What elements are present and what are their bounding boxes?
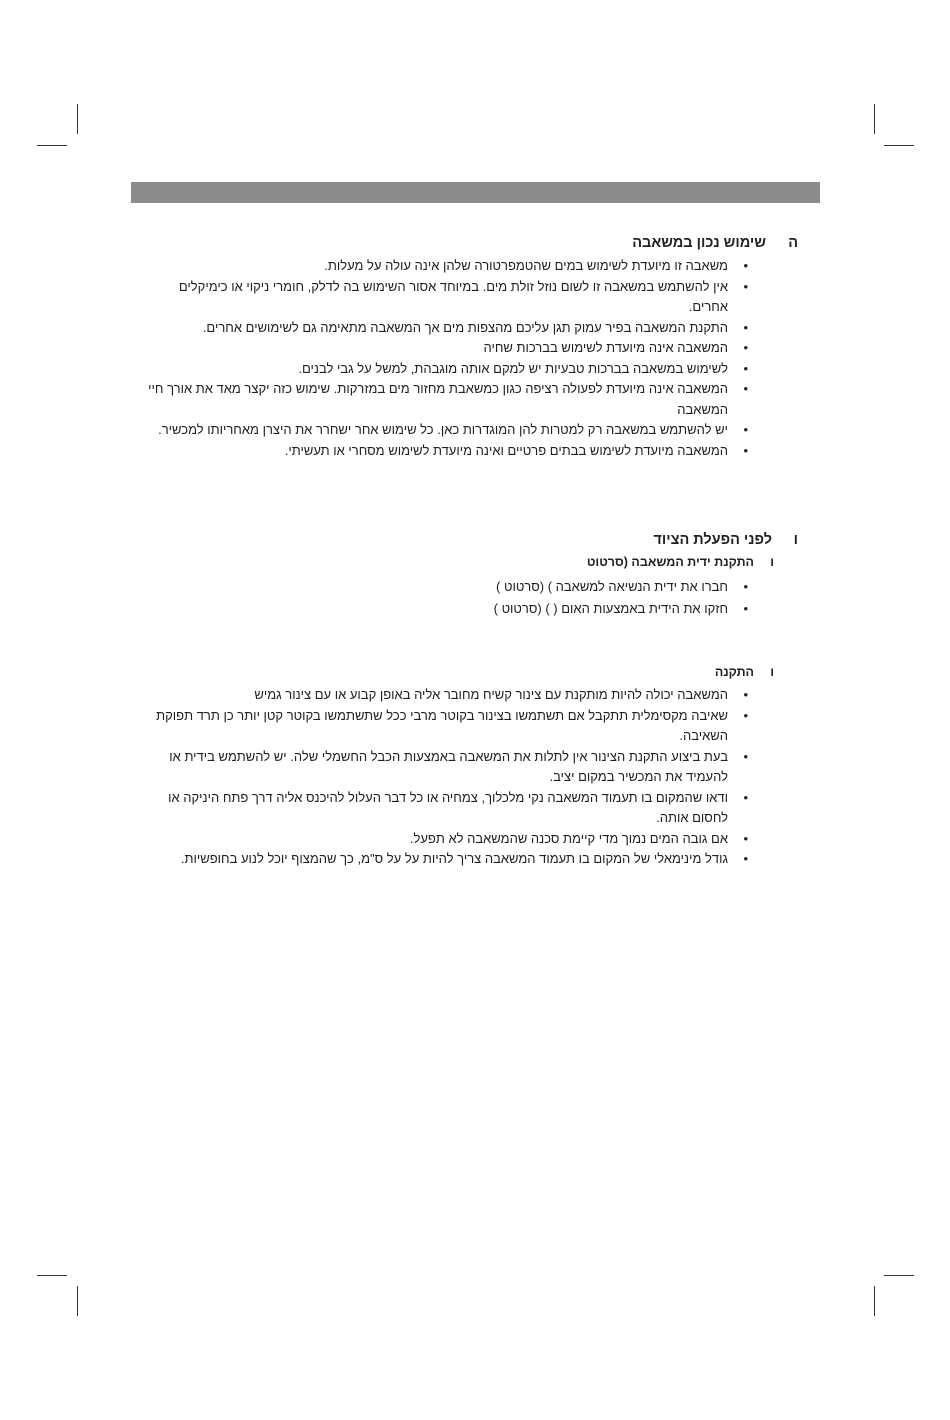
section-proper-use: [148, 234, 798, 461]
list-item: [148, 256, 748, 277]
section-number: ה: [788, 235, 798, 251]
subsection-title: התקנת ידית המשאבה (סרטוט: [586, 555, 754, 569]
subsection-heading-installation: [148, 664, 774, 680]
bullet-icon: •: [743, 830, 748, 846]
list-item: [148, 420, 748, 441]
bullet-icon: •: [743, 258, 748, 273]
bullet-list: [148, 576, 748, 620]
list-item: [148, 706, 748, 747]
crop-mark-bottom-left-vertical: [77, 1286, 78, 1316]
bullet-icon: •: [743, 579, 748, 594]
list-item: [148, 829, 748, 850]
subsection-heading-handle: [148, 554, 774, 570]
crop-mark-top-left-horizontal: [37, 145, 67, 146]
section-number: ו: [793, 532, 798, 548]
list-item: [148, 849, 748, 870]
list-item-text: בעת ביצוע התקנת הצינור אין לתלות את המשאבה באמצעות הכבל החשמלי שלה. יש להשתמש בידית או להעמיד את המכשיר במקום יציב.: [169, 748, 728, 784]
section-before-operation: [148, 531, 798, 870]
list-item-text: המשאבה אינה מיועדת לשימוש בברכות שחיה: [483, 340, 728, 355]
list-item-text: המשאבה יכולה להיות מותקנת עם צינור קשיח מחובר אליה באופן קבוע או עם צינור גמיש: [254, 687, 728, 702]
list-item-text: חזקו את הידית באמצעות האום ( ) (סרטוט ): [493, 601, 728, 616]
crop-mark-top-right-horizontal: [884, 145, 914, 146]
bullet-icon: •: [743, 789, 748, 805]
bullet-icon: •: [743, 707, 748, 723]
list-item-text: לשימוש במשאבה בברכות טבעיות יש למקם אותה מוגבהת, למשל על גבי לבנים.: [298, 360, 728, 376]
bullet-icon: •: [743, 687, 748, 702]
list-item: [148, 788, 748, 829]
bullet-icon: •: [743, 381, 748, 396]
crop-mark-top-right-vertical: [874, 104, 875, 134]
list-item: [148, 379, 748, 420]
bullet-icon: •: [743, 360, 748, 376]
section-heading: [148, 531, 798, 549]
list-item-text: יש להשתמש במשאבה רק למטרות להן המוגדרות כאן. כל שימוש אחר ישחרר את היצרן מאחריותו למכשיר.: [158, 422, 728, 437]
list-item: [148, 359, 748, 380]
list-item-text: המשאבה מיועדת לשימוש בבתים פרטיים ואינה מיועדת לשימוש מסחרי או תעשיתי.: [284, 442, 728, 458]
list-item: [148, 685, 748, 706]
list-item-text: אין להשתמש במשאבה זו לשום נוזל זולת מים. במיוחד אסור השימוש בה לדלק, חומרי ניקוי או כימיקלים אחרים.: [178, 278, 728, 314]
subsection-number: ו: [770, 665, 774, 679]
list-item: [148, 598, 748, 620]
section-title: לפני הפעלת הציוד: [653, 532, 772, 548]
list-item-text: גודל מינימאלי של המקום בו תעמוד המשאבה צריך להיות על על ס"מ, כך שהמצוף יוכל לנוע בחופשיות.: [180, 851, 728, 866]
subsection-number: ו: [770, 555, 774, 569]
crop-mark-bottom-right-horizontal: [884, 1275, 914, 1276]
bullet-list: [148, 256, 748, 461]
section-title: שימוש נכון במשאבה: [632, 235, 766, 251]
bullet-icon: •: [743, 422, 748, 437]
bullet-icon: •: [743, 601, 748, 616]
list-item-text: התקנת המשאבה בפיר עמוק תגן עליכם מהצפות מים אך המשאבה מתאימה גם לשימושים אחרים.: [202, 319, 728, 335]
list-item-text: ודאו שהמקום בו תעמוד המשאבה נקי מלכלוך, צמחיה או כל דבר העלול להיכנס אליה דרך פתח היניקה או לחסום אותה.: [168, 789, 728, 825]
list-item-text: שאיבה מקסימלית תתקבל אם תשתמשו בצינור בקוטר מרבי ככל שתשתמשו בקוטר קטן יותר כן תרד תפוקת השאיבה.: [156, 707, 728, 743]
list-item-text: המשאבה אינה מיועדת לפעולה רציפה כגון כמשאבת מחזור מים במזרקות. שימוש כזה יקצר מאד את אורך חיי המשאבה: [148, 381, 728, 417]
list-item-text: אם גובה המים נמוך מדי קיימת סכנה שהמשאבה לא תפעל.: [409, 830, 728, 846]
section-heading: [148, 234, 798, 252]
list-item: [148, 576, 748, 598]
subsection-title: התקנה: [714, 665, 754, 679]
list-item: [148, 441, 748, 462]
list-item: [148, 747, 748, 788]
crop-mark-top-left-vertical: [77, 104, 78, 134]
bullet-icon: •: [743, 319, 748, 335]
list-item: [148, 277, 748, 318]
header-bar: [131, 182, 820, 203]
bullet-list: [148, 685, 748, 870]
bullet-icon: •: [743, 748, 748, 764]
list-item: [148, 318, 748, 339]
bullet-icon: •: [743, 442, 748, 458]
list-item: [148, 338, 748, 359]
crop-mark-bottom-left-horizontal: [37, 1275, 67, 1276]
list-item-text: משאבה זו מיועדת לשימוש במים שהטמפרטורה שלהן אינה עולה על מעלות.: [324, 258, 728, 273]
bullet-icon: •: [743, 851, 748, 866]
bullet-icon: •: [743, 340, 748, 355]
crop-mark-bottom-right-vertical: [874, 1286, 875, 1316]
bullet-icon: •: [743, 278, 748, 294]
list-item-text: חברו את ידית הנשיאה למשאבה ) (סרטוט ): [496, 579, 728, 594]
